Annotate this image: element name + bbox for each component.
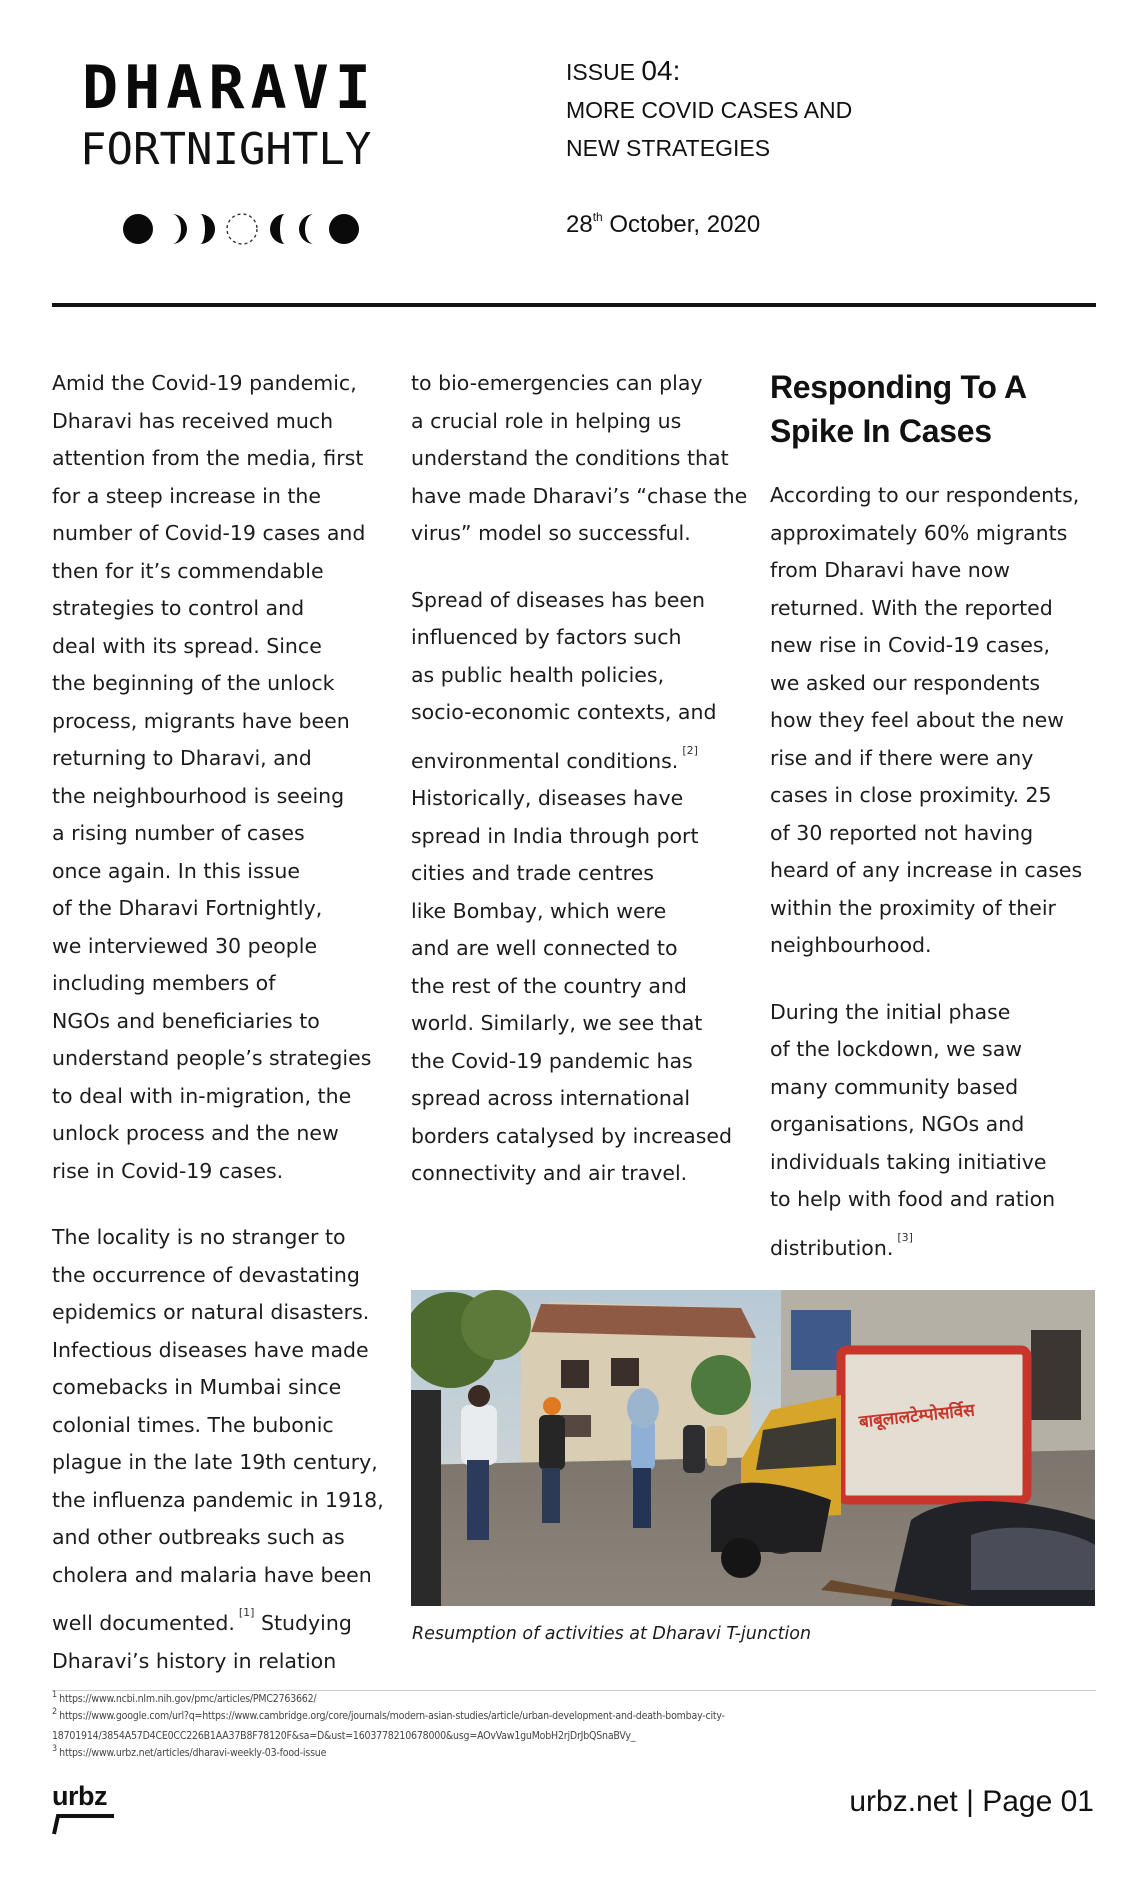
- paragraph-line: colonial times. The bubonic: [52, 1412, 334, 1437]
- paragraph-line: cities and trade centres: [411, 861, 654, 885]
- paragraph-line: unlock process and the new: [52, 1121, 339, 1145]
- paragraph-line: virus” model so successful.: [411, 521, 691, 545]
- street-photo: [411, 1290, 1095, 1606]
- full-moon-icon: [329, 214, 359, 244]
- photo-caption: Resumption of activities at Dharavi T-junction: [412, 1624, 812, 1644]
- paragraph-line: of the Dharavi Fortnightly,: [52, 896, 323, 920]
- paragraph-line: and are well connected to: [411, 936, 678, 960]
- footnote-link[interactable]: 18701914/3854A57D4CE0CC226B1AA37B8F78120F&sa=D&ust=1603778210678000&usg=AOvVaw1guMobH2rjDrJbQSnaBVy_: [52, 1730, 636, 1742]
- paragraph-line: distribution. [3]: [770, 1230, 913, 1260]
- paragraph-line: number of Covid-19 cases and: [52, 521, 366, 545]
- paragraph-line: to deal with in-migration, the: [52, 1083, 352, 1108]
- paragraph-line: connectivity and air travel.: [411, 1161, 688, 1185]
- paragraph-line: returned. With the reported: [770, 595, 1053, 620]
- article-column-1: [52, 365, 382, 1680]
- section-heading: Responding To A Spike In Cases: [770, 369, 1027, 449]
- paragraph-line: like Bombay, which were: [411, 898, 667, 923]
- paragraph-line: Infectious diseases have made: [52, 1337, 369, 1362]
- paragraph-line: Dharavi has received much: [52, 408, 334, 433]
- paragraph-line: a rising number of cases: [52, 821, 305, 845]
- footnote-ref-3[interactable]: [3]: [897, 1230, 913, 1244]
- article-column-3: [770, 365, 1100, 1267]
- paragraph-line: individuals taking initiative: [770, 1149, 1047, 1174]
- first-quarter-icon: [270, 214, 285, 244]
- paragraph: [411, 365, 751, 553]
- paragraph-line: The locality is no stranger to: [52, 1225, 346, 1249]
- paragraph-line: attention from the media, first: [52, 446, 364, 470]
- paragraph-line: spread in India through port: [411, 823, 699, 848]
- page-number: urbz.net | Page 01: [849, 1785, 1094, 1818]
- paragraph-line: the influenza pandemic in 1918,: [52, 1487, 384, 1512]
- paragraph-line: within the proximity of their: [770, 895, 1056, 920]
- footnote-divider: [52, 1690, 1096, 1691]
- footnote-1: 1 https://www.ncbi.nlm.nih.gov/pmc/articles/PMC2763662/: [52, 1690, 317, 1705]
- paragraph-line: for a steep increase in the: [52, 483, 322, 508]
- paragraph-line: new rise in Covid-19 cases,: [770, 633, 1051, 657]
- paragraph-line: rise in Covid-19 cases.: [52, 1158, 284, 1183]
- paragraph-line: plague in the late 19th century,: [52, 1450, 378, 1474]
- paragraph-line: have made Dharavi’s “chase the: [411, 483, 748, 508]
- footnote-link[interactable]: https://www.urbz.net/articles/dharavi-weekly-03-food-issue: [59, 1747, 327, 1759]
- paragraph: [52, 365, 382, 1190]
- paragraph-line: of 30 reported not having: [770, 820, 1034, 845]
- header-divider: [52, 303, 1096, 307]
- paragraph-line: understand the conditions that: [411, 446, 729, 470]
- paragraph-line: cases in close proximity. 25: [770, 783, 1052, 807]
- paragraph-line: to bio-emergencies can play: [411, 371, 703, 395]
- paragraph: [770, 994, 1100, 1219]
- paragraph-line: According to our respondents,: [770, 483, 1080, 507]
- issue-title-line: NEW STRATEGIES: [566, 135, 771, 161]
- paragraph-line: returning to Dharavi, and: [52, 746, 312, 770]
- paragraph-line: environmental conditions. [2]: [411, 743, 698, 773]
- moon-phases: [122, 212, 362, 246]
- issue-date: 28th October, 2020: [566, 210, 761, 238]
- paragraph-line: the rest of the country and: [411, 973, 687, 998]
- issue-heading: [566, 52, 852, 167]
- paragraph-line: cholera and malaria have been: [52, 1562, 372, 1587]
- paragraph-line: strategies to control and: [52, 596, 305, 620]
- paragraph-line: socio-economic contexts, and: [411, 700, 717, 724]
- footnote-ref-1[interactable]: [1]: [238, 1606, 255, 1619]
- masthead-title: DHARAVI: [82, 53, 377, 123]
- street-scene-illustration: [411, 1290, 1095, 1606]
- paragraph-line: and other outbreaks such as: [52, 1525, 345, 1549]
- paragraph-line: of the lockdown, we saw: [770, 1037, 1023, 1061]
- paragraph-line: Historically, diseases have: [411, 786, 684, 810]
- paragraph-line: During the initial phase: [770, 999, 1011, 1024]
- paragraph-line: including members of: [52, 971, 276, 995]
- footnote-link[interactable]: https://www.google.com/url?q=https://www.cambridge.org/core/journals/modern-asian-studies/article/urban-development-and-death-bombay-city-: [59, 1710, 725, 1722]
- paragraph-line: the neighbourhood is seeing: [52, 783, 345, 808]
- paragraph-line: we asked our respondents: [770, 670, 1041, 695]
- article-column-2: [411, 365, 751, 1193]
- paragraph: [52, 1219, 382, 1594]
- paragraph-line: the Covid-19 pandemic has: [411, 1048, 693, 1073]
- waning-gibbous-icon: [172, 214, 187, 244]
- van-sign: बाबूलालटेम्पोसर्विस: [858, 1400, 976, 1433]
- paragraph-line: neighbourhood.: [770, 933, 932, 957]
- issue-number: 04:: [641, 55, 681, 86]
- paragraph-line: rise and if there were any: [770, 745, 1034, 770]
- paragraph-line: NGOs and beneficiaries to: [52, 1008, 320, 1033]
- paragraph-line: the beginning of the unlock: [52, 671, 335, 695]
- paragraph-line: once again. In this issue: [52, 858, 300, 883]
- paragraph-line: many community based: [770, 1074, 1019, 1099]
- paragraph-line: deal with its spread. Since: [52, 633, 322, 658]
- paragraph-line: Dharavi’s history in relation: [52, 1648, 337, 1673]
- footnote-link[interactable]: https://www.ncbi.nlm.nih.gov/pmc/articles/PMC2763662/: [59, 1693, 317, 1705]
- waxing-gibbous-icon: [299, 214, 314, 244]
- paragraph-line: well documented. [1] Studying: [52, 1606, 352, 1635]
- paragraph: [770, 477, 1100, 965]
- paragraph-line: influenced by factors such: [411, 625, 682, 649]
- paragraph-line: comebacks in Mumbai since: [52, 1375, 342, 1399]
- paragraph-line: a crucial role in helping us: [411, 408, 682, 433]
- paragraph-line: heard of any increase in cases: [770, 858, 1083, 882]
- issue-title-line: MORE COVID CASES AND: [566, 97, 853, 123]
- paragraph-line: world. Similarly, we see that: [411, 1011, 703, 1035]
- paragraph: [411, 780, 751, 1193]
- paragraph-line: process, migrants have been: [52, 708, 350, 733]
- paragraph-line: spread across international: [411, 1086, 691, 1110]
- issue-label: ISSUE: [566, 59, 642, 85]
- paragraph-line: approximately 60% migrants: [770, 520, 1068, 545]
- paragraph-line: we interviewed 30 people: [52, 933, 318, 958]
- paragraph-line: then for it’s commendable: [52, 558, 324, 583]
- paragraph-line: borders catalysed by increased: [411, 1123, 733, 1148]
- paragraph-line: Amid the Covid-19 pandemic,: [52, 371, 357, 395]
- footnote-2: 2 https://www.google.com/url?q=https://www.cambridge.org/core/journals/modern-asian-studies/article/urban-development-and-death-bombay-city-: [52, 1707, 725, 1722]
- footnote-ref-2[interactable]: [2]: [682, 743, 698, 757]
- brand-wordmark: urbz: [52, 1781, 107, 1811]
- urbz-logo[interactable]: [52, 1782, 122, 1838]
- footnote-2-continued: [52, 1729, 1096, 1743]
- paragraph-line: the occurrence of devastating: [52, 1262, 360, 1287]
- paragraph-line: as public health policies,: [411, 662, 665, 687]
- paragraph: [411, 582, 751, 732]
- last-quarter-icon: [200, 214, 215, 244]
- paragraph-line: understand people’s strategies: [52, 1046, 372, 1070]
- paragraph-line: epidemics or natural disasters.: [52, 1300, 370, 1324]
- full-moon-icon: [123, 214, 153, 244]
- paragraph-line: to help with food and ration: [770, 1187, 1056, 1211]
- paragraph-line: Spread of diseases has been: [411, 587, 706, 612]
- paragraph-line: how they feel about the new: [770, 708, 1064, 732]
- paragraph-line: from Dharavi have now: [770, 558, 1011, 582]
- footnotes: [52, 1692, 1096, 1761]
- masthead-subtitle: FORTNIGHTLY: [80, 124, 372, 175]
- logo-check-mark-icon: [52, 1810, 122, 1836]
- paragraph-line: organisations, NGOs and: [770, 1112, 1025, 1136]
- new-moon-icon: [227, 214, 257, 244]
- footnote-3: 3 https://www.urbz.net/articles/dharavi-weekly-03-food-issue: [52, 1744, 327, 1759]
